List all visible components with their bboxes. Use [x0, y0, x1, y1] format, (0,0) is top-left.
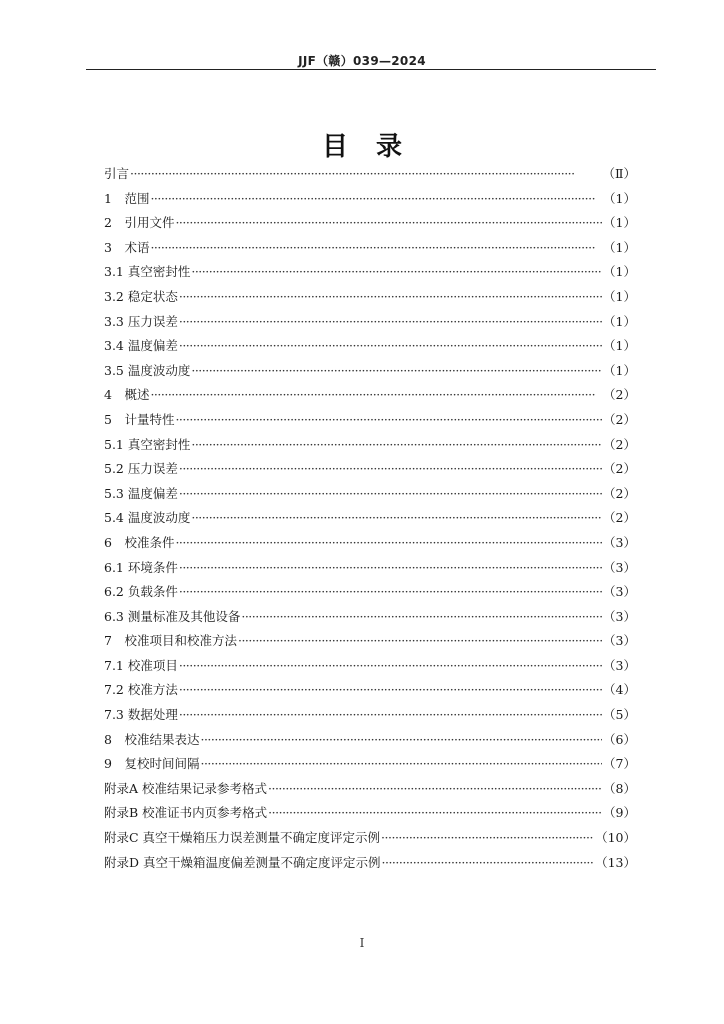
toc-entry-page: （3）	[603, 559, 636, 575]
toc-entry[interactable]	[104, 851, 636, 876]
toc-dot-leader	[179, 310, 602, 335]
toc-entry-page: （3）	[603, 633, 636, 649]
toc-entry[interactable]	[104, 162, 636, 187]
toc-dot-leader	[179, 678, 602, 703]
toc-dot-leader	[179, 334, 602, 359]
toc-entry-page: （3）	[603, 584, 636, 600]
toc-entry-label: 3.4 温度偏差	[104, 338, 178, 354]
toc-entry-page: （5）	[603, 707, 636, 723]
toc-entry-page: （2）	[603, 485, 636, 501]
toc-entry-label: 5.2 压力误差	[104, 461, 178, 477]
table-of-contents	[104, 162, 636, 875]
toc-entry-label: 引言	[104, 166, 130, 181]
toc-dot-leader	[179, 556, 602, 581]
toc-entry-label: 8 校准结果表达	[104, 731, 200, 747]
toc-entry[interactable]	[104, 334, 636, 359]
toc-dot-leader	[179, 285, 602, 310]
toc-entry-page: （2）	[603, 411, 636, 427]
toc-dot-leader	[241, 605, 602, 630]
toc-entry[interactable]	[104, 482, 636, 507]
toc-entry[interactable]	[104, 236, 636, 261]
toc-dot-leader	[381, 826, 594, 851]
page-number: I	[359, 936, 365, 950]
toc-entry-label: 3 术语	[104, 239, 150, 255]
title-char-1: 目	[321, 132, 348, 162]
toc-entry-label: 7.3 数据处理	[104, 707, 178, 723]
toc-entry[interactable]	[104, 826, 636, 851]
toc-dot-leader	[175, 408, 602, 433]
toc-dot-leader	[191, 359, 602, 384]
toc-entry-page: （1）	[603, 215, 636, 231]
toc-entry-label: 附录A 校准结果记录参考格式	[104, 780, 268, 796]
toc-dot-leader	[191, 433, 602, 458]
toc-entry-page: （2）	[603, 387, 636, 403]
toc-entry[interactable]	[104, 678, 636, 703]
standard-code: JJF（赣）039—2024	[298, 54, 426, 68]
toc-entry[interactable]	[104, 187, 636, 212]
toc-entry-page: （1）	[603, 362, 636, 378]
toc-entry-page: （1）	[603, 288, 636, 304]
toc-dot-leader	[150, 236, 602, 261]
toc-dot-leader	[179, 457, 602, 482]
page-title	[0, 126, 724, 163]
toc-entry-page: （8）	[603, 780, 636, 796]
toc-dot-leader	[200, 752, 602, 777]
toc-entry-page: （Ⅱ）	[602, 166, 636, 181]
toc-entry[interactable]	[104, 433, 636, 458]
toc-entry-label: 7.1 校准项目	[104, 657, 178, 673]
toc-entry[interactable]	[104, 408, 636, 433]
toc-entry-page: （3）	[603, 608, 636, 624]
toc-entry[interactable]	[104, 260, 636, 285]
toc-entry-label: 6.2 负载条件	[104, 584, 178, 600]
toc-dot-leader	[191, 506, 602, 531]
toc-dot-leader	[179, 703, 602, 728]
toc-entry[interactable]	[104, 285, 636, 310]
toc-entry-label: 4 概述	[104, 387, 150, 403]
toc-entry[interactable]	[104, 777, 636, 802]
toc-dot-leader	[179, 654, 602, 679]
toc-entry-label: 5.3 温度偏差	[104, 485, 178, 501]
toc-entry-page: （1）	[603, 190, 636, 206]
toc-entry-page: （7）	[603, 756, 636, 772]
toc-dot-leader	[175, 211, 602, 236]
toc-entry[interactable]	[104, 801, 636, 826]
toc-entry-label: 5 计量特性	[104, 411, 175, 427]
toc-entry-page: （9）	[603, 805, 636, 821]
toc-entry[interactable]	[104, 310, 636, 335]
toc-entry-label: 9 复校时间间隔	[104, 756, 200, 772]
toc-entry-page: （1）	[603, 264, 636, 280]
toc-entry[interactable]	[104, 506, 636, 531]
header-rule	[86, 69, 656, 70]
toc-dot-leader	[382, 851, 595, 876]
toc-dot-leader	[179, 580, 602, 605]
toc-entry-label: 2 引用文件	[104, 215, 175, 231]
toc-entry-page: （3）	[603, 657, 636, 673]
toc-entry[interactable]	[104, 383, 636, 408]
toc-dot-leader	[268, 801, 602, 826]
toc-entry[interactable]	[104, 556, 636, 581]
toc-dot-leader	[200, 728, 602, 753]
toc-entry-label: 7.2 校准方法	[104, 682, 178, 698]
toc-dot-leader	[238, 629, 602, 654]
toc-entry[interactable]	[104, 605, 636, 630]
toc-entry[interactable]	[104, 580, 636, 605]
toc-entry-label: 5.1 真空密封性	[104, 436, 191, 452]
toc-entry-label: 附录D 真空干燥箱温度偏差测量不确定度评定示例	[104, 854, 381, 870]
toc-entry-label: 1 范围	[104, 190, 150, 206]
title-char-2: 录	[376, 132, 403, 162]
toc-dot-leader	[175, 531, 602, 556]
toc-entry-label: 附录B 校准证书内页参考格式	[104, 805, 268, 821]
toc-entry-label: 3.3 压力误差	[104, 313, 178, 329]
toc-entry-page: （1）	[603, 239, 636, 255]
toc-entry-label: 6 校准条件	[104, 534, 175, 550]
toc-entry[interactable]	[104, 359, 636, 384]
toc-dot-leader	[191, 260, 602, 285]
toc-entry[interactable]	[104, 728, 636, 753]
toc-entry-page: （13）	[595, 854, 636, 870]
toc-entry-page: （4）	[603, 682, 636, 698]
toc-entry-label: 6.1 环境条件	[104, 559, 178, 575]
toc-entry-page: （1）	[603, 338, 636, 354]
toc-entry[interactable]	[104, 531, 636, 556]
toc-dot-leader	[268, 777, 602, 802]
toc-entry-label: 3.5 温度波动度	[104, 362, 191, 378]
toc-entry-label: 3.1 真空密封性	[104, 264, 191, 280]
toc-entry-page: （1）	[603, 313, 636, 329]
toc-entry-page: （2）	[603, 461, 636, 477]
toc-entry-page: （2）	[603, 436, 636, 452]
toc-entry[interactable]	[104, 457, 636, 482]
toc-entry-page: （10）	[595, 830, 636, 846]
toc-entry-label: 7 校准项目和校准方法	[104, 633, 237, 649]
toc-entry-page: （2）	[603, 510, 636, 526]
toc-entry-label: 3.2 稳定状态	[104, 288, 178, 304]
toc-dot-leader	[179, 482, 602, 507]
toc-dot-leader	[150, 383, 602, 408]
toc-entry-page: （6）	[603, 731, 636, 747]
toc-entry[interactable]	[104, 654, 636, 679]
toc-entry[interactable]	[104, 211, 636, 236]
toc-entry-label: 6.3 测量标准及其他设备	[104, 608, 241, 624]
toc-entry[interactable]	[104, 629, 636, 654]
toc-entry[interactable]	[104, 703, 636, 728]
toc-dot-leader	[150, 187, 602, 212]
toc-entry-label: 附录C 真空干燥箱压力误差测量不确定度评定示例	[104, 830, 381, 846]
toc-entry[interactable]	[104, 752, 636, 777]
toc-dot-leader	[130, 162, 601, 187]
toc-entry-label: 5.4 温度波动度	[104, 510, 191, 526]
toc-entry-page: （3）	[603, 534, 636, 550]
